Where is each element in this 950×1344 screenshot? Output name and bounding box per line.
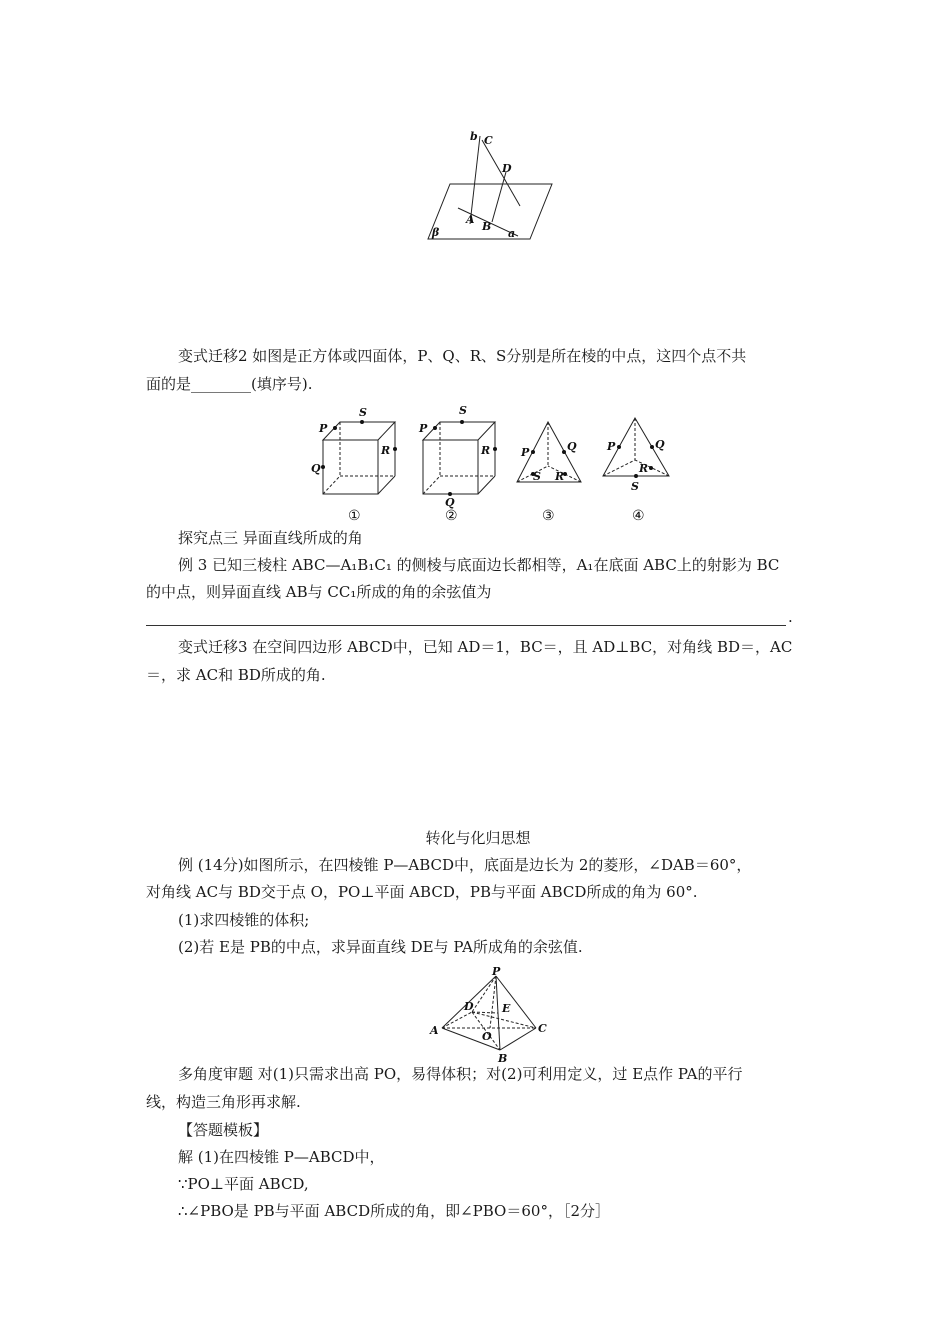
svg-text:Q: Q [311,462,321,475]
svg-text:Q: Q [655,438,665,451]
svg-text:O: O [482,1030,492,1043]
template-header: 【答题模板】 [178,1121,269,1139]
line-b [470,136,480,224]
svg-text:R: R [555,470,565,483]
svg-text:S: S [359,406,367,419]
svg-text:C: C [538,1022,547,1035]
example-q1: (1)求四棱锥的体积; [178,911,310,929]
skew-lines-figure [420,126,560,244]
svg-text:R: R [481,444,491,457]
figure-number-4: ④ [632,508,645,524]
svg-text:P: P [492,966,501,978]
template-line1: 解 (1)在四棱锥 P—ABCD中， [178,1148,385,1166]
svg-text:P: P [419,422,428,435]
pyramid-figure [428,966,558,1066]
line-CD [482,140,520,206]
blank-end: . [788,608,793,626]
analysis-line1: 多角度审题 对(1)只需求出高 PO，易得体积；对(2)可利用定义，过 E点作 PA的平行 [178,1065,743,1083]
variant3-line2: ＝，求 AC和 BD所成的角. [146,666,326,684]
example3-line1: 例 3 已知三棱柱 ABC—A₁B₁C₁ 的侧棱与底面边长都相等，A₁在底面 ABC上的射影为 BC [178,556,780,574]
variant2-line1: 变式迁移2 如图是正方体或四面体，P、Q、R、S分别是所在棱的中点，这四个点不共 [178,347,747,365]
label-C: C [484,134,493,147]
figure-number-3: ③ [542,508,555,524]
label-B: B [482,220,492,233]
svg-text:S: S [459,404,467,417]
svg-text:S: S [631,480,639,493]
svg-text:R: R [639,462,649,475]
line-DB [492,172,506,222]
variant3-line1: 变式迁移3 在空间四边形 ABCD中，已知 AD＝1，BC＝，且 AD⊥BC，对角线 BD＝，AC [178,638,793,656]
svg-text:S: S [533,470,541,483]
method-title: 转化与化归思想 [425,829,531,847]
svg-text:R: R [381,444,391,457]
example-line1: 例 (14分)如图所示，在四棱锥 P—ABCD中，底面是边长为 2的菱形，∠DAB＝60°， [178,856,752,874]
svg-text:P: P [607,440,616,453]
svg-text:E: E [502,1002,511,1015]
cube-1 [323,422,395,494]
template-line3: ∴∠PBO是 PB与平面 ABCD所成的角，即∠PBO＝60°，［2分］ [178,1202,610,1220]
variant2-line2: 面的是________(填序号). [146,375,313,393]
figure-number-2: ② [445,508,458,524]
example3-line2: 的中点，则异面直线 AB与 CC₁所成的角的余弦值为 [146,583,492,601]
label-A: A [466,213,475,226]
label-b: b [470,130,478,143]
svg-text:B: B [498,1052,508,1065]
svg-text:Q: Q [567,440,577,453]
svg-text:P: P [319,422,328,435]
label-a: a [508,227,516,240]
template-line2: ∵PO⊥平面 ABCD, [178,1175,309,1193]
example-q2: (2)若 E是 PB的中点，求异面直线 DE与 PA所成角的余弦值. [178,938,583,956]
svg-text:D: D [464,1000,474,1013]
solids-figure [305,402,695,526]
analysis-line2: 线，构造三角形再求解. [146,1093,301,1111]
example-line2: 对角线 AC与 BD交于点 O，PO⊥平面 ABCD，PB与平面 ABCD所成的角为 60°. [146,883,698,901]
svg-text:Q: Q [445,496,455,509]
answer-blank [146,625,786,626]
svg-text:A: A [430,1024,439,1037]
label-beta: β [432,226,440,239]
figure-number-1: ① [348,508,361,524]
cube-2 [423,422,495,494]
section3-title: 探究点三 异面直线所成的角 [178,529,363,547]
svg-text:P: P [521,446,530,459]
label-D: D [502,162,512,175]
